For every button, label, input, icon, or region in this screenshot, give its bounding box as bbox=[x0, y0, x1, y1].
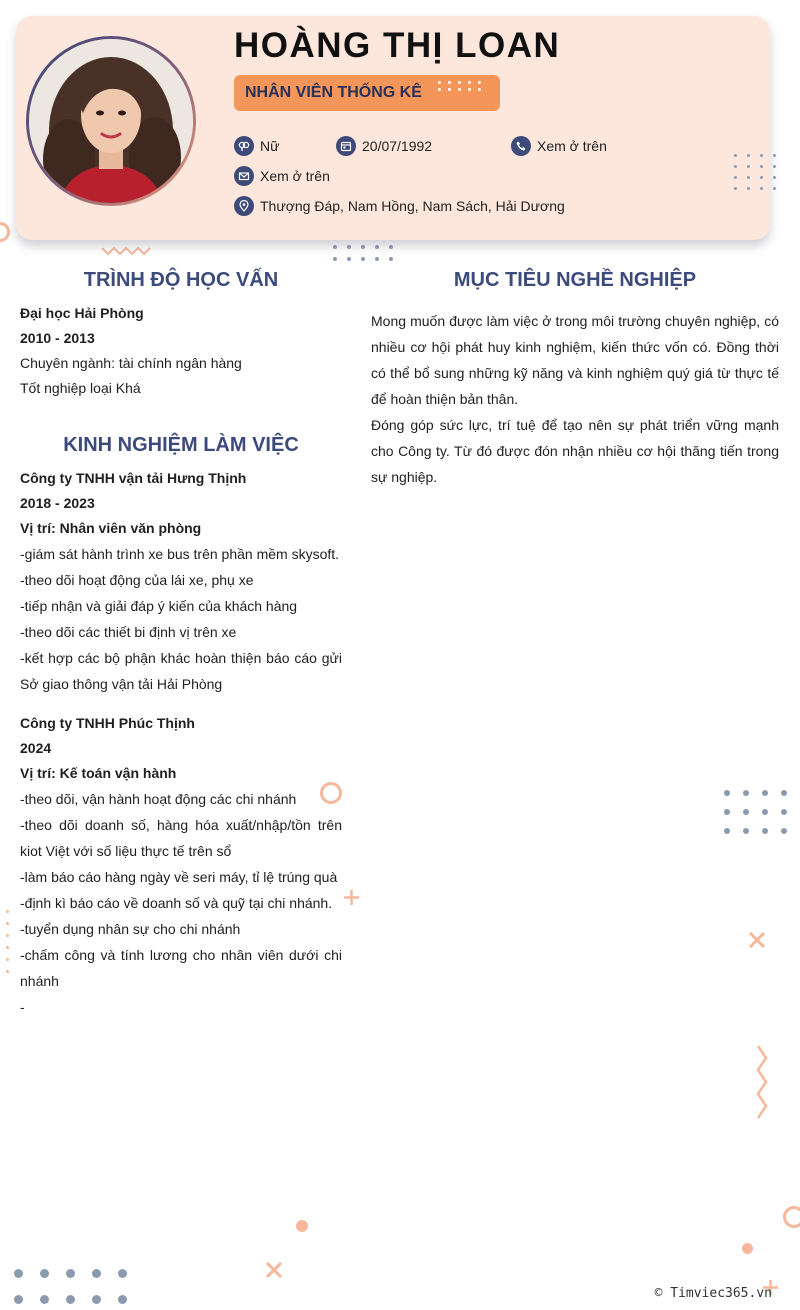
decor-cross-bottom bbox=[264, 1260, 284, 1280]
job-position: Vị trí: Kế toán vận hành bbox=[20, 765, 177, 781]
job-duty: -theo dõi, vận hành hoạt động các chi nhánh bbox=[20, 791, 297, 807]
decor-dots-left-edge bbox=[6, 910, 9, 973]
gender-value: Nữ bbox=[260, 138, 280, 154]
job-company: Công ty TNHH vận tải Hưng Thịnh bbox=[20, 470, 247, 486]
location-pin-icon bbox=[234, 196, 254, 216]
job-duty: -tuyển dụng nhân sự cho chi nhánh bbox=[20, 921, 241, 937]
decor-half-ring-left bbox=[0, 222, 10, 242]
job-period: 2024 bbox=[20, 740, 52, 756]
decor-half-ring-right bbox=[783, 1206, 800, 1228]
decor-dot-bottom-right bbox=[742, 1243, 753, 1254]
info-birthday bbox=[336, 136, 432, 156]
copyright-footer: © Timviec365.vn bbox=[654, 1286, 772, 1301]
education-major: Chuyên ngành: tài chính ngân hàng bbox=[20, 355, 242, 371]
job-duty: - bbox=[20, 999, 25, 1015]
decor-cross-right bbox=[747, 930, 767, 950]
decor-dot-bottom-mid bbox=[296, 1220, 308, 1232]
education-grade: Tốt nghiệp loại Khá bbox=[20, 380, 141, 396]
job-position: Vị trí: Nhân viên văn phòng bbox=[20, 520, 202, 536]
email-icon bbox=[234, 166, 254, 186]
experience-section bbox=[20, 466, 342, 1020]
objective-paragraph: Đóng góp sức lực, trí tuệ để tạo nên sự phát triển vững mạnh cho Công ty. Từ đó được đón nhận nhiều cơ hội thăng tiến trong sự nghiệp. bbox=[371, 417, 779, 485]
job-duty: -định kì báo cáo về doanh số và quỹ tại chi nhánh. bbox=[20, 895, 333, 911]
decor-dots-header-right bbox=[734, 154, 777, 190]
job-duty: -theo dõi các thiết bi định vị trên xe bbox=[20, 624, 237, 640]
avatar bbox=[29, 39, 193, 203]
decor-ring-mid bbox=[320, 782, 342, 804]
job-period: 2018 - 2023 bbox=[20, 495, 95, 511]
experience-title: KINH NGHIỆM LÀM VIỆC bbox=[63, 434, 299, 456]
avatar-frame bbox=[26, 36, 196, 206]
education-school: Đại học Hải Phòng bbox=[20, 305, 144, 321]
job-duty: -làm báo cáo hàng ngày về seri máy, tỉ lệ trúng quà bbox=[20, 869, 338, 885]
decor-dots-role bbox=[438, 81, 482, 91]
decor-dots-right-mid bbox=[724, 790, 787, 834]
decor-zigzag-right bbox=[754, 1044, 770, 1124]
calendar-icon bbox=[336, 136, 356, 156]
job-company: Công ty TNHH Phúc Thịnh bbox=[20, 715, 195, 731]
info-address bbox=[234, 196, 565, 216]
birthday-value: 20/07/1992 bbox=[362, 138, 433, 154]
education-period: 2010 - 2013 bbox=[20, 330, 95, 346]
education-title: TRÌNH ĐỘ HỌC VẤN bbox=[83, 269, 279, 291]
objective-paragraph: Mong muốn được làm việc ở trong môi trường chuyên nghiệp, có nhiều cơ hội phát huy kinh nghiệm, kiến thức vốn có. Đồng thời có thể bổ sung những kỹ năng và kinh nghiệm quý giá từ thực tế để hoàn thiện bản thân. bbox=[371, 313, 779, 407]
info-phone bbox=[511, 136, 607, 156]
job-entry bbox=[20, 711, 342, 1020]
job-duty: -giám sát hành trình xe bus trên phần mềm skysoft. bbox=[20, 546, 340, 562]
job-duty: -chấm công và tính lương cho nhân viên dưới chi nhánh bbox=[20, 947, 342, 989]
address-value: Thượng Đáp, Nam Hồng, Nam Sách, Hải Dương bbox=[260, 198, 565, 214]
objective-title: MỤC TIÊU NGHỀ NGHIỆP bbox=[453, 269, 697, 291]
role-title: NHÂN VIÊN THỐNG KÊ bbox=[245, 84, 422, 101]
role-badge bbox=[234, 75, 500, 111]
job-duty: -theo dõi doanh số, hàng hóa xuất/nhập/tồn trên kiot Việt với số liệu thực tế trên sổ bbox=[20, 817, 342, 859]
job-entry bbox=[20, 466, 342, 697]
phone-icon bbox=[511, 136, 531, 156]
candidate-name: HOÀNG THỊ LOAN bbox=[234, 26, 561, 65]
job-duty: -kết hợp các bộ phận khác hoàn thiện báo cáo gửi Sở giao thông vận tải Hải Phòng bbox=[20, 650, 342, 692]
email-value: Xem ở trên bbox=[260, 168, 330, 184]
info-email bbox=[234, 166, 330, 186]
decor-zigzag-top bbox=[100, 244, 154, 256]
education-section bbox=[20, 301, 342, 401]
objective-section bbox=[371, 308, 779, 490]
decor-dots-bottom-left bbox=[14, 1269, 127, 1304]
gender-icon bbox=[234, 136, 254, 156]
job-duty: -tiếp nhận và giải đáp ý kiến của khách hàng bbox=[20, 598, 298, 614]
phone-value: Xem ở trên bbox=[537, 138, 607, 154]
decor-plus-mid bbox=[343, 889, 360, 906]
info-gender bbox=[234, 136, 279, 156]
job-duty: -theo dõi hoạt động của lái xe, phụ xe bbox=[20, 572, 254, 588]
